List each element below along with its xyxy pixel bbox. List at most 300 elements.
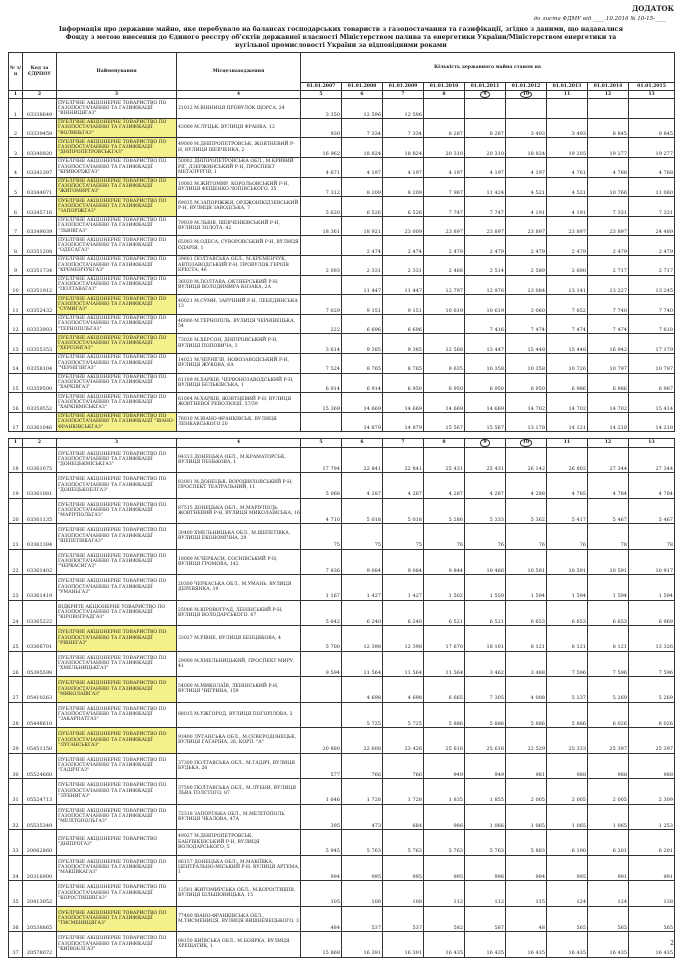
quantity-cell: 23 897 bbox=[424, 216, 465, 236]
quantity-cell: 11 447 bbox=[383, 275, 424, 295]
quantity-cell: 23 897 bbox=[506, 216, 547, 236]
row-number: 35 bbox=[9, 881, 23, 907]
table-row bbox=[9, 118, 675, 138]
company-name: ПУБЛІЧНЕ АКЦІОНЕРНЕ ТОВАРИСТВО ПО ГАЗОПОСТАЧАННЮ ТА ГАЗИФІКАЦІЇ "ПОЛТАВАГАЗ" bbox=[57, 275, 177, 295]
company-name: ПУБЛІЧНЕ АКЦІОНЕРНЕ ТОВАРИСТВО ПО ГАЗОПОСТАЧАННЮ ТА ГАЗИФІКАЦІЇ "ОДЕСАГАЗ" bbox=[57, 236, 177, 256]
edrpou-code: 03361402 bbox=[23, 549, 57, 575]
quantity-cell: 12 398 bbox=[342, 626, 383, 652]
quantity-cell: 222 bbox=[301, 314, 342, 334]
quantity-cell: 7 312 bbox=[301, 177, 342, 197]
table-row bbox=[9, 677, 675, 703]
quantity-cell: 3 462 bbox=[465, 651, 506, 677]
quantity-cell: 78 bbox=[629, 524, 675, 550]
quantity-cell: 1 728 bbox=[383, 779, 424, 805]
quantity-cell: 991 bbox=[629, 855, 675, 881]
company-name: ПУБЛІЧНЕ АКЦІОНЕРНЕ ТОВАРИСТВО ПО ГАЗОПОСТАЧАННЮ ТА ГАЗИФІКАЦІЇ "ТЕРНОПІЛЬГАЗ" bbox=[57, 314, 177, 334]
column-number: 4 bbox=[177, 91, 301, 99]
quantity-cell: 6 201 bbox=[629, 830, 675, 856]
table-row bbox=[9, 779, 675, 805]
circled-column-number: 10 bbox=[520, 439, 532, 446]
quantity-cell bbox=[506, 99, 547, 119]
edrpou-code: 05451150 bbox=[23, 728, 57, 754]
column-number: 3 bbox=[57, 91, 177, 99]
quantity-cell: 22 841 bbox=[342, 447, 383, 473]
quantity-cell: 4 768 bbox=[629, 157, 675, 177]
table-row bbox=[9, 138, 675, 158]
quantity-cell: 6 240 bbox=[383, 600, 424, 626]
quantity-cell: 4 197 bbox=[465, 157, 506, 177]
row-number: 12 bbox=[9, 314, 23, 334]
row-number: 24 bbox=[9, 600, 23, 626]
quantity-cell: 2 479 bbox=[506, 236, 547, 256]
quantity-cell: 1 646 bbox=[301, 779, 342, 805]
column-number: 3 bbox=[57, 439, 177, 447]
company-address: 49027 М.ДНІПРОПЕТРОВСЬК, БАБУШКІНСЬКИЙ Р-Н, ВУЛИЦЯ ВОЛОДАРСЬКОГО, 5 bbox=[177, 830, 301, 856]
quantity-cell: 25 431 bbox=[465, 447, 506, 473]
column-number: 2 bbox=[23, 439, 57, 447]
table-row bbox=[9, 236, 675, 256]
col-header-no: № з/п bbox=[9, 53, 23, 91]
quantity-cell: 115 bbox=[506, 881, 547, 907]
quantity-cell: 108 bbox=[342, 881, 383, 907]
company-address: 18000 М.ЧЕРКАСИ, СОСНІВСЬКИЙ Р-Н, ВУЛИЦЯ ГРОМОВА, 142 bbox=[177, 549, 301, 575]
quantity-cell: 23 897 bbox=[588, 216, 629, 236]
quantity-cell: 19 205 bbox=[547, 138, 588, 158]
table-row bbox=[9, 651, 675, 677]
quantity-cell bbox=[424, 99, 465, 119]
edrpou-code: 03339459 bbox=[23, 118, 57, 138]
quantity-cell: 2 717 bbox=[629, 255, 675, 275]
quantity-cell: 995 bbox=[424, 855, 465, 881]
table-row bbox=[9, 177, 675, 197]
quantity-cell: 537 bbox=[342, 906, 383, 932]
quantity-cell: 10 591 bbox=[588, 549, 629, 575]
edrpou-code: 03338649 bbox=[23, 99, 57, 119]
row-number: 31 bbox=[9, 779, 23, 805]
quantity-cell: 75 bbox=[383, 524, 424, 550]
quantity-cell: 5 700 bbox=[301, 626, 342, 652]
quantity-cell: 1 594 bbox=[629, 575, 675, 601]
quantity-cell: 4 768 bbox=[588, 157, 629, 177]
table-row bbox=[9, 334, 675, 354]
quantity-cell: 7 474 bbox=[547, 314, 588, 334]
quantity-cell: 6 521 bbox=[465, 600, 506, 626]
quantity-cell: 10 797 bbox=[588, 353, 629, 373]
date-header: 01.01.2009 bbox=[383, 83, 424, 91]
company-address: 88015 М.УЖГОРОД, ВУЛИЦЯ ПОГОРІЛОВА, 2 bbox=[177, 702, 301, 728]
quantity-cell: 15 448 bbox=[506, 334, 547, 354]
company-address: 79039 М.ЛЬВІВ, ШЕВЧЕНКІВСЬКИЙ Р-Н, ВУЛИЦЯ ЗОЛОТА, 42 bbox=[177, 216, 301, 236]
company-address: 54000 М.МИКОЛАЇВ, ЛЕНІНСЬКИЙ Р-Н, ВУЛИЦЯ ЧИГРИНА, 159 bbox=[177, 677, 301, 703]
quantity-cell: 7 747 bbox=[424, 197, 465, 217]
quantity-cell: 124 bbox=[588, 881, 629, 907]
edrpou-code: 03340920 bbox=[23, 138, 57, 158]
document-sheet bbox=[8, 4, 674, 958]
table-row bbox=[9, 830, 675, 856]
quantity-cell: 16 435 bbox=[547, 932, 588, 958]
column-number bbox=[506, 439, 547, 447]
edrpou-code: 03365222 bbox=[23, 600, 57, 626]
edrpou-code: 03361419 bbox=[23, 575, 57, 601]
quantity-cell: 25 616 bbox=[465, 728, 506, 754]
quantity-cell: 6 696 bbox=[342, 314, 383, 334]
col-header-edrpou: Код за ЄДРПОУ bbox=[23, 53, 57, 91]
quantity-cell: 1 065 bbox=[547, 804, 588, 830]
quantity-cell: 587 bbox=[465, 906, 506, 932]
edrpou-code: 20316900 bbox=[23, 855, 57, 881]
company-name: ПУБЛІЧНЕ АКЦІОНЕРНЕ ТОВАРИСТВО ПО ГАЗОПОСТАЧАННЮ ТА ГАЗИФІКАЦІЇ "ЧЕРНІГІВГАЗ" bbox=[57, 353, 177, 373]
quantity-cell: 9 385 bbox=[383, 334, 424, 354]
company-address: 87515 ДОНЕЦЬКА ОБЛ., М.МАРІУПОЛЬ, ЖОВТНЕВИЙ Р-Н, ВУЛИЦЯ МИКОЛАЇВСЬКА, 16 bbox=[177, 498, 301, 524]
quantity-cell: 6 950 bbox=[465, 373, 506, 393]
quantity-cell: 15 868 bbox=[301, 932, 342, 958]
quantity-cell: 473 bbox=[342, 804, 383, 830]
table-row bbox=[9, 393, 675, 413]
quantity-cell: 26 802 bbox=[547, 447, 588, 473]
page-number: 2 bbox=[670, 940, 674, 947]
date-header: 01.01.2014 bbox=[588, 83, 629, 91]
edrpou-code: 20413052 bbox=[23, 881, 57, 907]
quantity-cell: 7 987 bbox=[424, 177, 465, 197]
quantity-cell: 3 060 bbox=[506, 295, 547, 315]
quantity-cell: 7 474 bbox=[506, 314, 547, 334]
company-address: 39601 ПОЛТАВСЬКА ОБЛ., М.КРЕМЕНЧУК, АВТОЗАВОДСЬКИЙ Р-Н, ПРОВУЛОК ГЕРОЇВ БРЕСТА, 46 bbox=[177, 255, 301, 275]
column-number: 11 bbox=[547, 91, 588, 99]
edrpou-code: 05410263 bbox=[23, 677, 57, 703]
quantity-cell: 6 526 bbox=[342, 197, 383, 217]
quantity-cell: 1 559 bbox=[465, 575, 506, 601]
quantity-cell: 18 824 bbox=[383, 138, 424, 158]
quantity-cell: 6 987 bbox=[629, 373, 675, 393]
company-address: 25006 М.КІРОВОГРАД, ЛЕНІНСЬКИЙ Р-Н, ВУЛИЦЯ ВОЛОДАРСЬКОГО, 67 bbox=[177, 600, 301, 626]
quantity-cell: 13 326 bbox=[629, 626, 675, 652]
quantity-cell: 14 669 bbox=[465, 393, 506, 413]
edrpou-code: 03351912 bbox=[23, 275, 57, 295]
column-number: 7 bbox=[383, 439, 424, 447]
date-header: 01.01.2010 bbox=[424, 83, 465, 91]
company-address: 36020 М.ПОЛТАВА, ОКТЯБРСЬКИЙ Р-Н, ВУЛИЦЯ ВОЛОДИМИРА КОЗАКА, 2А bbox=[177, 275, 301, 295]
quantity-cell: 108 bbox=[383, 881, 424, 907]
quantity-cell: 25 397 bbox=[629, 728, 675, 754]
company-name: ПУБЛІЧНЕ АКЦІОНЕРНЕ ТОВАРИСТВО ПО ГАЗОПОСТАЧАННЮ ТА ГАЗИФІКАЦІЇ "ЗАПОРІЖГАЗ" bbox=[57, 197, 177, 217]
company-name: ПУБЛІЧНЕ АКЦІОНЕРНЕ ТОВАРИСТВО ПО ГАЗОПОСТАЧАННЮ ТА ГАЗИФІКАЦІЇ "ЛУБНИГАЗ" bbox=[57, 779, 177, 805]
quantity-cell: 5 886 bbox=[424, 702, 465, 728]
quantity-cell: 3 488 bbox=[506, 651, 547, 677]
company-name: ПУБЛІЧНЕ АКЦІОНЕРНЕ ТОВАРИСТВО ПО ГАЗОПОСТАЧАННЮ ТА ГАЗИФІКАЦІЇ "ВОЛИНЬГАЗ" bbox=[57, 118, 177, 138]
quantity-cell: 10 358 bbox=[465, 353, 506, 373]
edrpou-code: 20538865 bbox=[23, 906, 57, 932]
quantity-cell: 991 bbox=[588, 855, 629, 881]
quantity-cell: 10 466 bbox=[465, 549, 506, 575]
company-name: ПУБЛІЧНЕ АКЦІОНЕРНЕ ТОВАРИСТВО ПО ГАЗОПОСТАЧАННЮ ТА ГАЗИФІКАЦІЇ "ХМЕЛЬНИЦЬКГАЗ" bbox=[57, 651, 177, 677]
quantity-cell: 10 591 bbox=[547, 549, 588, 575]
quantity-cell: 18 824 bbox=[342, 138, 383, 158]
edrpou-code: 05524660 bbox=[23, 753, 57, 779]
quantity-cell: 6 986 bbox=[588, 373, 629, 393]
quantity-cell: 16 942 bbox=[588, 334, 629, 354]
quantity-cell: 10 591 bbox=[506, 549, 547, 575]
quantity-cell: 7 474 bbox=[588, 314, 629, 334]
row-number: 1 bbox=[9, 99, 23, 119]
quantity-cell: 1 066 bbox=[465, 804, 506, 830]
row-number: 4 bbox=[9, 157, 23, 177]
quantity-cell: 4 287 bbox=[424, 473, 465, 499]
quantity-cell: 112 bbox=[465, 881, 506, 907]
company-name: ПУБЛІЧНЕ АКЦІОНЕРНЕ ТОВАРИСТВО ПО ГАЗОПОСТАЧАННЮ ТА ГАЗИФІКАЦІЇ "РІВНЕГАЗ" bbox=[57, 626, 177, 652]
quantity-cell: 17 670 bbox=[424, 626, 465, 652]
quantity-cell: 9 084 bbox=[342, 549, 383, 575]
quantity-cell: 5 362 bbox=[506, 498, 547, 524]
quantity-cell: 78 bbox=[588, 524, 629, 550]
quantity-cell: 11 080 bbox=[629, 177, 675, 197]
quantity-cell: 19 277 bbox=[629, 138, 675, 158]
company-address: 46006 М.ТЕРНОПІЛЬ, ВУЛИЦЯ ЧЕРНІВЕЦЬКА, 54 bbox=[177, 314, 301, 334]
quantity-cell bbox=[629, 99, 675, 119]
row-number: 3 bbox=[9, 138, 23, 158]
quantity-cell: 20 310 bbox=[465, 138, 506, 158]
quantity-cell: 15 414 bbox=[629, 393, 675, 413]
quantity-cell: 14 669 bbox=[424, 393, 465, 413]
edrpou-code: 05535349 bbox=[23, 804, 57, 830]
edrpou-code: 03355353 bbox=[23, 334, 57, 354]
quantity-cell: 16 435 bbox=[629, 932, 675, 958]
quantity-cell: 25 431 bbox=[424, 447, 465, 473]
quantity-cell: 12 596 bbox=[383, 99, 424, 119]
quantity-cell bbox=[301, 677, 342, 703]
table-row bbox=[9, 99, 675, 119]
date-header: 01.01.2012 bbox=[506, 83, 547, 91]
company-address: 20300 ЧЕРКАСЬКА ОБЛ., М.УМАНЬ, ВУЛИЦЯ ДЕРЕВЯНКА, 19 bbox=[177, 575, 301, 601]
quantity-cell: 124 bbox=[547, 881, 588, 907]
quantity-cell: 12 797 bbox=[424, 275, 465, 295]
quantity-cell: 7 331 bbox=[588, 197, 629, 217]
row-number: 18 bbox=[9, 447, 23, 473]
quantity-cell: 2 474 bbox=[383, 236, 424, 256]
column-number: 2 bbox=[23, 91, 57, 99]
quantity-cell: 2 479 bbox=[424, 236, 465, 256]
row-number: 23 bbox=[9, 575, 23, 601]
table-row bbox=[9, 728, 675, 754]
quantity-cell: 949 bbox=[424, 753, 465, 779]
table-row bbox=[9, 447, 675, 473]
company-name: ПУБЛІЧНЕ АКЦІОНЕРНЕ ТОВАРИСТВО ПО ГАЗОПОСТАЧАННЮ ТА ГАЗИФІКАЦІЇ "КРИВОРІЖГАЗ" bbox=[57, 157, 177, 177]
quantity-cell: 13 227 bbox=[588, 275, 629, 295]
quantity-cell: 5 018 bbox=[383, 498, 424, 524]
quantity-cell: 6 950 bbox=[383, 373, 424, 393]
quantity-cell: 565 bbox=[547, 906, 588, 932]
row-number: 30 bbox=[9, 753, 23, 779]
quantity-cell: 1 065 bbox=[506, 804, 547, 830]
table-row bbox=[9, 804, 675, 830]
table-row bbox=[9, 216, 675, 236]
table-row bbox=[9, 275, 675, 295]
quantity-cell: 4 197 bbox=[383, 157, 424, 177]
quantity-cell: 6 653 bbox=[506, 600, 547, 626]
quantity-cell: 4 698 bbox=[383, 677, 424, 703]
row-number: 37 bbox=[9, 932, 23, 958]
row-number: 25 bbox=[9, 626, 23, 652]
row-number: 32 bbox=[9, 804, 23, 830]
company-address: 76010 М.ІВАНО-ФРАНКІВСЬК, ВУЛИЦЯ ЛЕНКАВСЬКОГО 20 bbox=[177, 412, 301, 432]
quantity-cell: 8 209 bbox=[342, 177, 383, 197]
company-name: ПУБЛІЧНЕ АКЦІОНЕРНЕ ТОВАРИСТВО ПО ГАЗОПОСТАЧАННЮ ТА ГАЗИФІКАЦІЇ "МИКОЛАЇВГАЗ" bbox=[57, 677, 177, 703]
quantity-cell: 5 763 bbox=[465, 830, 506, 856]
company-address: 69035 М.ЗАПОРІЖЖЯ, ОРДЖОНІКІДЗЕВСЬКИЙ Р-Н, ВУЛИЦЯ ЗАВОДСЬКА, 7 bbox=[177, 197, 301, 217]
row-number: 29 bbox=[9, 728, 23, 754]
edrpou-code: 03345716 bbox=[23, 197, 57, 217]
quantity-cell: 9 151 bbox=[383, 295, 424, 315]
company-name: ПУБЛІЧНЕ АКЦІОНЕРНЕ ТОВАРИСТВО ПО ГАЗОПОСТАЧАННЮ ТА ГАЗИФІКАЦІЇ "ДНІПРОПЕТРОВСЬКГАЗ" bbox=[57, 138, 177, 158]
quantity-cell: 25 616 bbox=[424, 728, 465, 754]
quantity-cell: 5 286 bbox=[424, 498, 465, 524]
quantity-cell: 5 886 bbox=[506, 702, 547, 728]
quantity-cell: 2 717 bbox=[588, 255, 629, 275]
column-number: 11 bbox=[547, 439, 588, 447]
edrpou-code: 03359500 bbox=[23, 373, 57, 393]
quantity-cell: 1 855 bbox=[465, 779, 506, 805]
quantity-cell: 9 151 bbox=[342, 295, 383, 315]
quantity-cell: 2 005 bbox=[506, 779, 547, 805]
quantity-cell: 4 761 bbox=[547, 157, 588, 177]
company-name: ПУБЛІЧНЕ АКЦІОНЕРНЕ ТОВАРИСТВО "ДНІПРОГАЗ" bbox=[57, 830, 177, 856]
quantity-cell: 2 514 bbox=[465, 255, 506, 275]
quantity-cell: 9 594 bbox=[301, 651, 342, 677]
quantity-cell: 395 bbox=[301, 804, 342, 830]
company-name: ПУБЛІЧНЕ АКЦІОНЕРНЕ ТОВАРИСТВО ПО ГАЗОПОСТАЧАННЮ ТА ГАЗИФІКАЦІЇ "ЧЕРКАСИГАЗ" bbox=[57, 549, 177, 575]
column-number: 13 bbox=[629, 439, 675, 447]
company-address: 86157 ДОНЕЦЬКА ОБЛ., М.МАКІЇВКА, ЦЕНТРАЛЬНО-МІСЬКИЙ Р-Н, ВУЛИЦЯ АРТЕМА, 1 bbox=[177, 855, 301, 881]
row-number: 2 bbox=[9, 118, 23, 138]
company-address: 65003 М.ОДЕСА, СУВОРОВСЬКИЙ Р-Н, ВУЛИЦЯ ОДАРІЯ, 1 bbox=[177, 236, 301, 256]
table-row bbox=[9, 575, 675, 601]
quantity-cell: 995 bbox=[547, 855, 588, 881]
quantity-cell: 10 917 bbox=[629, 549, 675, 575]
table-row bbox=[9, 412, 675, 432]
quantity-cell: 4 521 bbox=[547, 177, 588, 197]
company-name: ПУБЛІЧНЕ АКЦІОНЕРНЕ ТОВАРИСТВО ПО ГАЗОПОСТАЧАННЮ ТА ГАЗИФІКАЦІЇ "МЕЛІТОПОЛЬГАЗ" bbox=[57, 804, 177, 830]
company-name: ПУБЛІЧНЕ АКЦІОНЕРНЕ ТОВАРИСТВО ПО ГАЗОПОСТАЧАННЮ ТА ГАЗИФІКАЦІЇ "МАКІЇВКАГАЗ" bbox=[57, 855, 177, 881]
quantity-cell: 1 728 bbox=[342, 779, 383, 805]
company-address: 72318 ЗАПОРІЗЬКА ОБЛ., М.МЕЛІТОПОЛЬ, ВУЛИЦЯ ЧКАЛОВА, 47А bbox=[177, 804, 301, 830]
quantity-cell: 7 596 bbox=[547, 651, 588, 677]
quantity-cell: 4 197 bbox=[506, 157, 547, 177]
quantity-cell: 13 245 bbox=[629, 275, 675, 295]
quantity-cell bbox=[547, 99, 588, 119]
quantity-cell: 6 950 bbox=[424, 373, 465, 393]
column-number: 4 bbox=[177, 439, 301, 447]
quantity-cell: 2 331 bbox=[383, 255, 424, 275]
quantity-cell: 25 333 bbox=[547, 728, 588, 754]
edrpou-code: 03351208 bbox=[23, 236, 57, 256]
quantity-cell: 3 614 bbox=[301, 334, 342, 354]
quantity-cell: 22 608 bbox=[342, 728, 383, 754]
row-number: 11 bbox=[9, 295, 23, 315]
edrpou-code: 03344071 bbox=[23, 177, 57, 197]
quantity-cell: 16 435 bbox=[588, 932, 629, 958]
assets-table-part2 bbox=[8, 438, 675, 957]
row-number: 34 bbox=[9, 855, 23, 881]
quantity-cell: 7 334 bbox=[383, 118, 424, 138]
quantity-cell: 8 121 bbox=[588, 626, 629, 652]
quantity-cell: 10 358 bbox=[506, 353, 547, 373]
table-row bbox=[9, 702, 675, 728]
edrpou-code: 03359552 bbox=[23, 393, 57, 413]
quantity-cell: 12 398 bbox=[383, 626, 424, 652]
quantity-cell: 6 914 bbox=[342, 373, 383, 393]
row-number: 14 bbox=[9, 353, 23, 373]
quantity-cell: 1 253 bbox=[629, 804, 675, 830]
quantity-cell: 5 237 bbox=[547, 677, 588, 703]
company-address: 29000 М.ХМЕЛЬНИЦЬКИЙ, ПРОСПЕКТ МИРУ, 41 bbox=[177, 651, 301, 677]
table-row bbox=[9, 498, 675, 524]
quantity-cell: 5 886 bbox=[547, 702, 588, 728]
quantity-cell: 19 277 bbox=[588, 138, 629, 158]
edrpou-code: 03353903 bbox=[23, 314, 57, 334]
quantity-cell: 9 385 bbox=[342, 334, 383, 354]
quantity-cell: 5 269 bbox=[629, 677, 675, 703]
company-address: 33027 М.РІВНЕ, ВУЛИЦЯ БЕНЦЯКОВА, 4 bbox=[177, 626, 301, 652]
company-name: ПУБЛІЧНЕ АКЦІОНЕРНЕ ТОВАРИСТВО ПО ГАЗОПОСТАЧАННЮ ТА ГАЗИФІКАЦІЇ "ХАРКІВГАЗ" bbox=[57, 373, 177, 393]
edrpou-code: 20062860 bbox=[23, 830, 57, 856]
quantity-cell: 14 218 bbox=[629, 412, 675, 432]
company-address: 61109 М.ХАРКІВ, ЧЕРВОНОЗАВОДСЬКИЙ Р-Н, ВУЛИЦЯ БЄЛЬКІВСЬКА, 1 bbox=[177, 373, 301, 393]
quantity-cell: 6 950 bbox=[506, 373, 547, 393]
quantity-cell: 138 bbox=[629, 881, 675, 907]
quantity-cell bbox=[588, 99, 629, 119]
quantity-cell: 23 009 bbox=[383, 216, 424, 236]
edrpou-code: 03341397 bbox=[23, 157, 57, 177]
quantity-cell: 6 665 bbox=[424, 677, 465, 703]
quantity-cell: 20 310 bbox=[424, 138, 465, 158]
quantity-cell: 484 bbox=[301, 906, 342, 932]
quantity-cell: 8 209 bbox=[383, 177, 424, 197]
quantity-cell bbox=[424, 314, 465, 334]
quantity-cell: 994 bbox=[301, 855, 342, 881]
company-address: 08150 КИЇВСЬКА ОБЛ., М.БОЯРКА, ВУЛИЦЯ ХРЕЩАТИК, 1 bbox=[177, 932, 301, 958]
quantity-cell: 6 653 bbox=[588, 600, 629, 626]
quantity-cell: 14 218 bbox=[588, 412, 629, 432]
company-name: ПУБЛІЧНЕ АКЦІОНЕРНЕ ТОВАРИСТВО ПО ГАЗОПОСТАЧАННЮ ТА ГАЗИФІКАЦІЇ "ТИСМЕНИЦЯГАЗ" bbox=[57, 906, 177, 932]
col-header-location: Місцезнаходження bbox=[177, 53, 301, 91]
quantity-cell: 2 474 bbox=[342, 236, 383, 256]
column-number bbox=[465, 439, 506, 447]
edrpou-code: 03361046 bbox=[23, 412, 57, 432]
quantity-cell: 7 524 bbox=[301, 353, 342, 373]
quantity-cell: 1 594 bbox=[547, 575, 588, 601]
quantity-cell: 1 167 bbox=[301, 575, 342, 601]
quantity-cell: 537 bbox=[383, 906, 424, 932]
quantity-cell: 6 201 bbox=[588, 830, 629, 856]
row-number: 36 bbox=[9, 906, 23, 932]
company-address: 84313 ДОНЕЦЬКА ОБЛ., М.КРАМАТОРСЬК, ВУЛИЦЯ ПЕНЬКОВА, 1 bbox=[177, 447, 301, 473]
edrpou-code: 03349039 bbox=[23, 216, 57, 236]
quantity-cell: 4 698 bbox=[342, 677, 383, 703]
quantity-cell: 112 bbox=[424, 881, 465, 907]
quantity-cell: 2 331 bbox=[342, 255, 383, 275]
letter-reference: до листа ФДМУ від ____.10.2016 № 10-15-____ bbox=[533, 16, 666, 22]
date-header: 01.01.2007 bbox=[301, 83, 342, 91]
quantity-cell: 995 bbox=[383, 855, 424, 881]
quantity-cell: 7 740 bbox=[629, 295, 675, 315]
quantity-cell: 2 589 bbox=[506, 255, 547, 275]
company-address: 21012 М.ВІННИЦЯ ПРОВУЛОК ЩОРСА, 24 bbox=[177, 99, 301, 119]
quantity-cell: 8 121 bbox=[547, 626, 588, 652]
quantity-cell: 48 bbox=[506, 906, 547, 932]
company-address: 14021 М.ЧЕРНІГІВ, НОВОЗАВОДСЬКИЙ Р-Н, ВУЛИЦЯ ЖУКОВА, 6А bbox=[177, 353, 301, 373]
table-row bbox=[9, 157, 675, 177]
quantity-cell: 7 596 bbox=[588, 651, 629, 677]
quantity-cell: 5 018 bbox=[342, 498, 383, 524]
